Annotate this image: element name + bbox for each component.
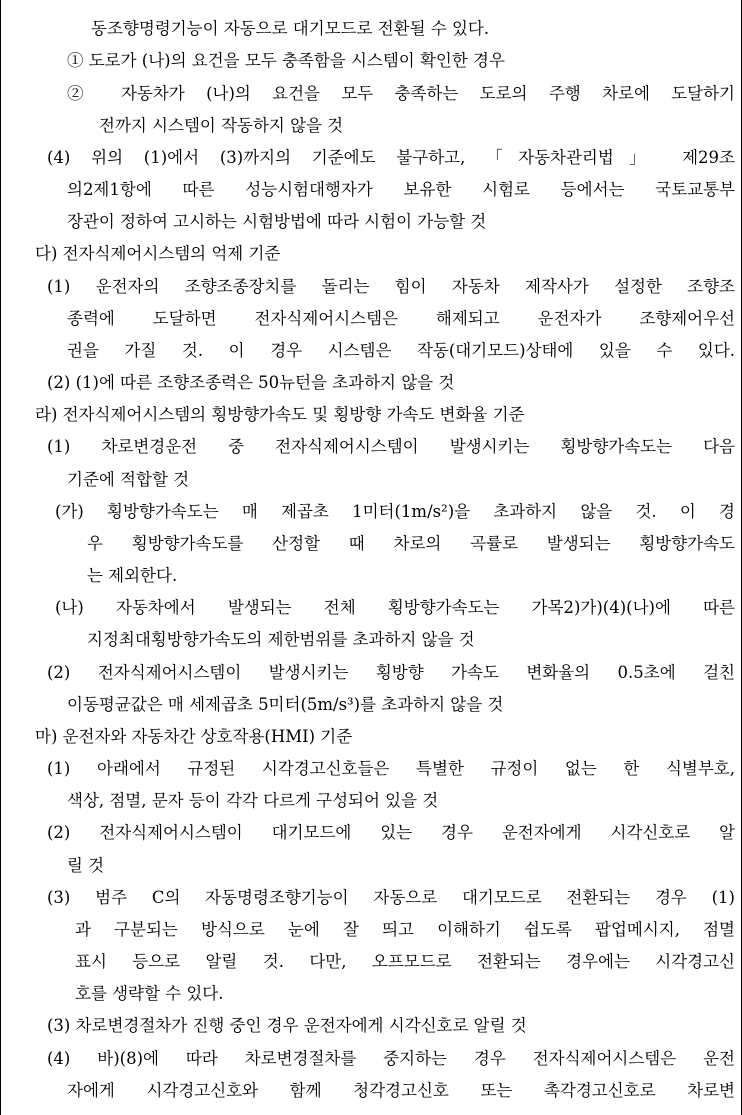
text-line: (1) 차로변경운전 중 전자식제어시스템이 발생시키는 횡방향가속도는 다음 <box>47 437 735 456</box>
text-line: 의2제1항에 따른 성능시험대행자가 보유한 시험로 등에서는 국토교통부 <box>67 180 735 199</box>
section-heading: 라) 전자식제어시스템의 횡방향가속도 및 횡방향 가속도 변화율 기준 <box>35 405 525 424</box>
text-line: (2) (1)에 따른 조향조종력은 50뉴턴을 초과하지 않을 것 <box>47 373 455 392</box>
text-line: 기준에 적합할 것 <box>67 470 190 489</box>
text-line: 동조향명령기능이 자동으로 대기모드로 전환될 수 있다. <box>91 19 490 38</box>
text-line: 권을 가질 것. 이 경우 시스템은 작동(대기모드)상태에 있을 수 있다. <box>67 341 735 360</box>
text-line: ① 도로가 (나)의 요건을 모두 충족함을 시스템이 확인한 경우 <box>67 51 505 70</box>
text-line: (4) 바)(8)에 따라 차로변경절차를 중지하는 경우 전자식제어시스템은 운전 <box>47 1049 735 1068</box>
text-line: 자에게 시각경고신호와 함께 청각경고신호 또는 촉각경고신호로 차로변 <box>67 1081 735 1100</box>
text-line: 장관이 정하여 고시하는 시험방법에 따라 시험이 가능할 것 <box>67 212 487 231</box>
text-line: (가) 횡방향가속도는 매 제곱초 1미터(1m/s²)을 초과하지 않을 것. 이 경 <box>55 502 735 521</box>
text-line: 전까지 시스템이 작동하지 않을 것 <box>99 116 344 135</box>
text-line: ② 자동차가 (나)의 요건을 모두 충족하는 도로의 주행 차로에 도달하기 <box>67 84 735 103</box>
text-line: (1) 운전자의 조향조종장치를 돌리는 힘이 자동차 제작사가 설정한 조향조 <box>47 277 735 296</box>
text-line: (2) 전자식제어시스템이 발생시키는 횡방향 가속도 변화율의 0.5초에 걸친 <box>47 663 735 682</box>
text-line: (나) 자동차에서 발생되는 전체 횡방향가속도는 가목2)가)(4)(나)에 따른 <box>55 598 735 617</box>
text-line: (1) 아래에서 규정된 시각경고신호들은 특별한 규정이 없는 한 식별부호, <box>47 759 735 778</box>
text-line: (2) 전자식제어시스템이 대기모드에 있는 경우 운전자에게 시각신호로 알 <box>47 823 735 842</box>
text-line: 과 구분되는 방식으로 눈에 잘 띄고 이해하기 쉽도록 팝업메시지, 점멸 <box>75 920 735 939</box>
text-line: 종력에 도달하면 전자식제어시스템은 해제되고 운전자가 조향제어우선 <box>67 309 735 328</box>
section-heading: 마) 운전자와 자동차간 상호작용(HMI) 기준 <box>35 727 353 746</box>
text-line: 는 제외한다. <box>87 566 178 585</box>
text-line: 지정최대횡방향가속도의 제한범위를 초과하지 않을 것 <box>87 630 475 649</box>
text-line: 우 횡방향가속도를 산정할 때 차로의 곡률로 발생되는 횡방향가속도 <box>87 534 735 553</box>
text-line: 호를 생략할 수 있다. <box>75 984 224 1003</box>
text-line: 릴 것 <box>67 856 105 875</box>
text-line: (3) 범주 C의 자동명령조향기능이 자동으로 대기모드로 전환되는 경우 (1) <box>47 888 735 907</box>
text-line: 표시 등으로 알릴 것. 다만, 오프모드로 전환되는 경우에는 시각경고신 <box>75 952 735 971</box>
text-line: 이동평균값은 매 세제곱초 5미터(5m/s³)를 초과하지 않을 것 <box>67 695 504 714</box>
text-line: (4) 위의 (1)에서 (3)까지의 기준에도 불구하고, 「자동차관리법」 제29조 <box>47 148 735 167</box>
text-line: 색상, 점멸, 문자 등이 각각 다르게 구성되어 있을 것 <box>67 791 439 810</box>
section-heading: 다) 전자식제어시스템의 억제 기준 <box>35 244 281 263</box>
text-line: (3) 차로변경절차가 진행 중인 경우 운전자에게 시각신호로 알릴 것 <box>47 1016 527 1035</box>
